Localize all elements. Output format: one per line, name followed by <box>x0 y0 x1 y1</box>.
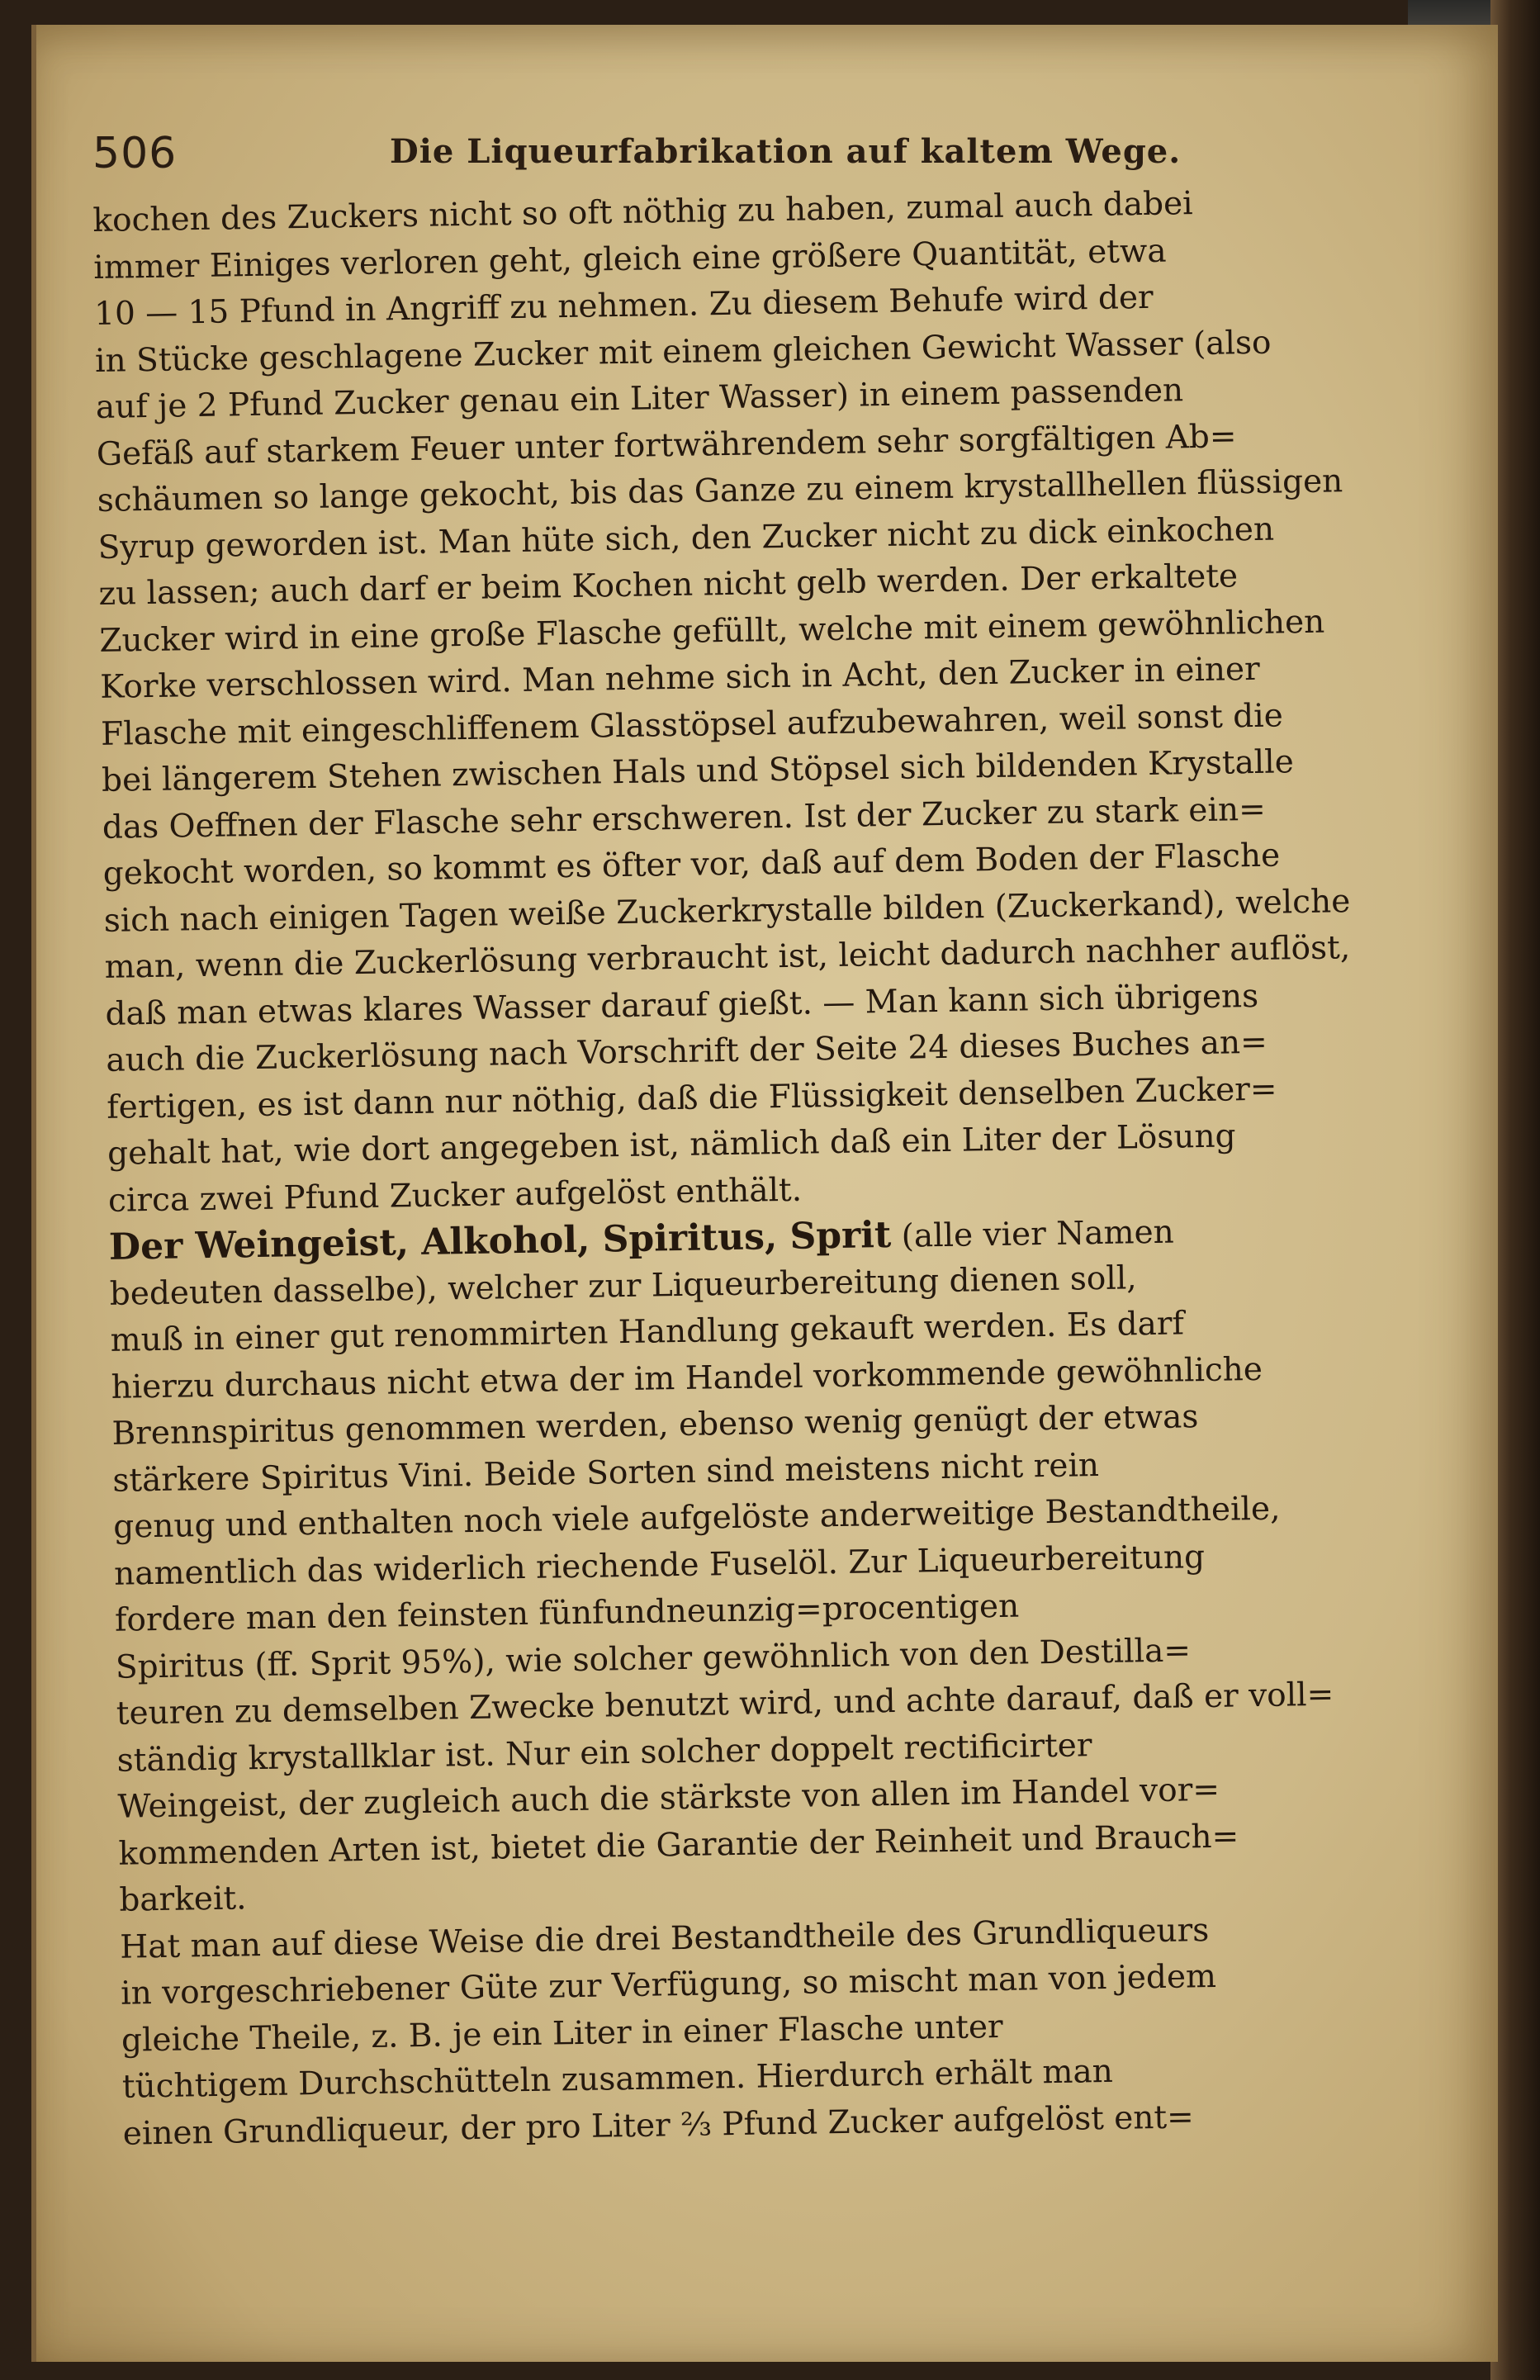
text-line: fertigen, es ist dann nur nöthig, daß die Flüssigkeit denselben Zucker= <box>106 1070 1277 1126</box>
text-line: genug und enthalten noch viele aufgelöste anderweitige Bestandtheile, <box>112 1490 1281 1546</box>
text-line: gekocht worden, so kommt es öfter vor, daß auf dem Boden der Flasche <box>102 837 1281 893</box>
text-line: kochen des Zuckers nicht so oft nöthig zu haben, zumal auch dabei <box>92 185 1193 239</box>
body-text <box>92 178 1395 2158</box>
text-line: schäumen so lange gekocht, bis das Ganze zu einem krystallhellen flüssigen <box>97 462 1343 519</box>
text-line: sich nach einigen Tagen weiße Zuckerkrystalle bilden (Zuckerkand), welche <box>103 882 1351 940</box>
text-line: Weingeist, der zugleich auch die stärkste von allen im Handel vor= <box>117 1771 1220 1826</box>
page-number: 506 <box>92 129 178 178</box>
text-line: circa zwei Pfund Zucker aufgelöst enthält. <box>107 1171 803 1220</box>
text-line: Gefäß auf starkem Feuer unter fortwährendem sehr sorgfältigen Ab= <box>96 417 1237 473</box>
text-line: hierzu durchaus nicht etwa der im Handel vorkommende gewöhnliche <box>111 1350 1263 1406</box>
page-header <box>92 122 1348 180</box>
text-line: teuren zu demselben Zwecke benutzt wird, und achte darauf, daß er voll= <box>116 1676 1334 1733</box>
text-line: bedeuten dasselbe), welcher zur Liqueurbereitung dienen soll, <box>109 1259 1137 1313</box>
text-line: Korke verschlossen wird. Man nehme sich in Acht, den Zucker in einer <box>99 650 1261 706</box>
text-line: Zucker wird in eine große Flasche gefüllt, welche mit einem gewöhnlichen <box>99 603 1325 660</box>
text-line: 10 — 15 Pfund in Angriff zu nehmen. Zu diesem Behufe wird der <box>93 278 1154 333</box>
text-line: immer Einiges verloren geht, gleich eine größere Quantität, etwa <box>92 232 1167 287</box>
text-line: kommenden Arten ist, bietet die Garantie der Reinheit und Brauch= <box>118 1817 1239 1873</box>
book-spine <box>1490 0 1540 2380</box>
text-line: ständig krystallklar ist. Nur ein solcher doppelt rectificirter <box>116 1726 1092 1780</box>
text-line: Spiritus (ff. Sprit 95%), wie solcher gewöhnlich von den Destilla= <box>115 1631 1192 1686</box>
text-line: tüchtigem Durchschütteln zusammen. Hierdurch erhält man <box>121 2052 1114 2106</box>
text-line: Brennspiritus genommen werden, ebenso wenig genügt der etwas <box>111 1398 1199 1453</box>
text-line: in vorgeschriebener Güte zur Verfügung, so mischt man von jedem <box>120 1957 1217 2013</box>
text-line: man, wenn die Zuckerlösung verbraucht ist, leicht dadurch nachher auflöst, <box>104 929 1351 986</box>
text-line: namentlich das widerlich riechende Fuselöl. Zur Liqueurbereitung <box>113 1538 1206 1593</box>
text-line: auf je 2 Pfund Zucker genau ein Liter Wasser) in einem passenden <box>95 372 1184 426</box>
text-line: Syrup geworden ist. Man hüte sich, den Zucker nicht zu dick einkochen <box>97 510 1275 567</box>
text-line: das Oeffnen der Flasche sehr erschweren. Ist der Zucker zu stark ein= <box>102 790 1267 846</box>
text-line: einen Grundliqueur, der pro Liter ⅔ Pfund Zucker aufgelöst ent= <box>122 2098 1195 2153</box>
text-line: daß man etwas klares Wasser darauf gießt. — Man kann sich übrigens <box>105 977 1259 1033</box>
section-heading: Der Weingeist, Alkohol, Spiritus, Sprit <box>108 1213 892 1268</box>
text-line: in Stücke geschlagene Zucker mit einem gleichen Gewicht Wasser (also <box>94 324 1272 380</box>
text-line: stärkere Spiritus Vini. Beide Sorten sind meistens nicht rein <box>112 1446 1100 1500</box>
text-line: barkeit. <box>119 1880 247 1919</box>
section-heading-rest: (alle vier Namen <box>901 1213 1175 1255</box>
text-line: Flasche mit eingeschliffenem Glasstöpsel aufzubewahren, weil sonst die <box>100 696 1284 753</box>
text-line: bei längerem Stehen zwischen Hals und Stöpsel sich bildenden Krystalle <box>101 743 1295 799</box>
text-line: auch die Zuckerlösung nach Vorschrift der Seite 24 dieses Buches an= <box>106 1023 1268 1079</box>
text-line: zu lassen; auch darf er beim Kochen nicht gelb werden. Der erkaltete <box>98 557 1239 613</box>
text-line: fordere man den feinsten fünfundneunzig=procentigen <box>114 1587 1020 1639</box>
text-line: gehalt hat, wie dort angegeben ist, nämlich daß ein Liter der Lösung <box>107 1117 1236 1173</box>
text-line: muß in einer gut renommirten Handlung gekauft werden. Es darf <box>110 1305 1185 1359</box>
text-line: Hat man auf diese Weise die drei Bestandtheile des Grundliqueurs <box>119 1911 1210 1966</box>
running-title: Die Liqueurfabrikation auf kaltem Wege. <box>390 132 1182 171</box>
text-line: gleiche Theile, z. B. je ein Liter in einer Flasche unter <box>121 2008 1003 2060</box>
